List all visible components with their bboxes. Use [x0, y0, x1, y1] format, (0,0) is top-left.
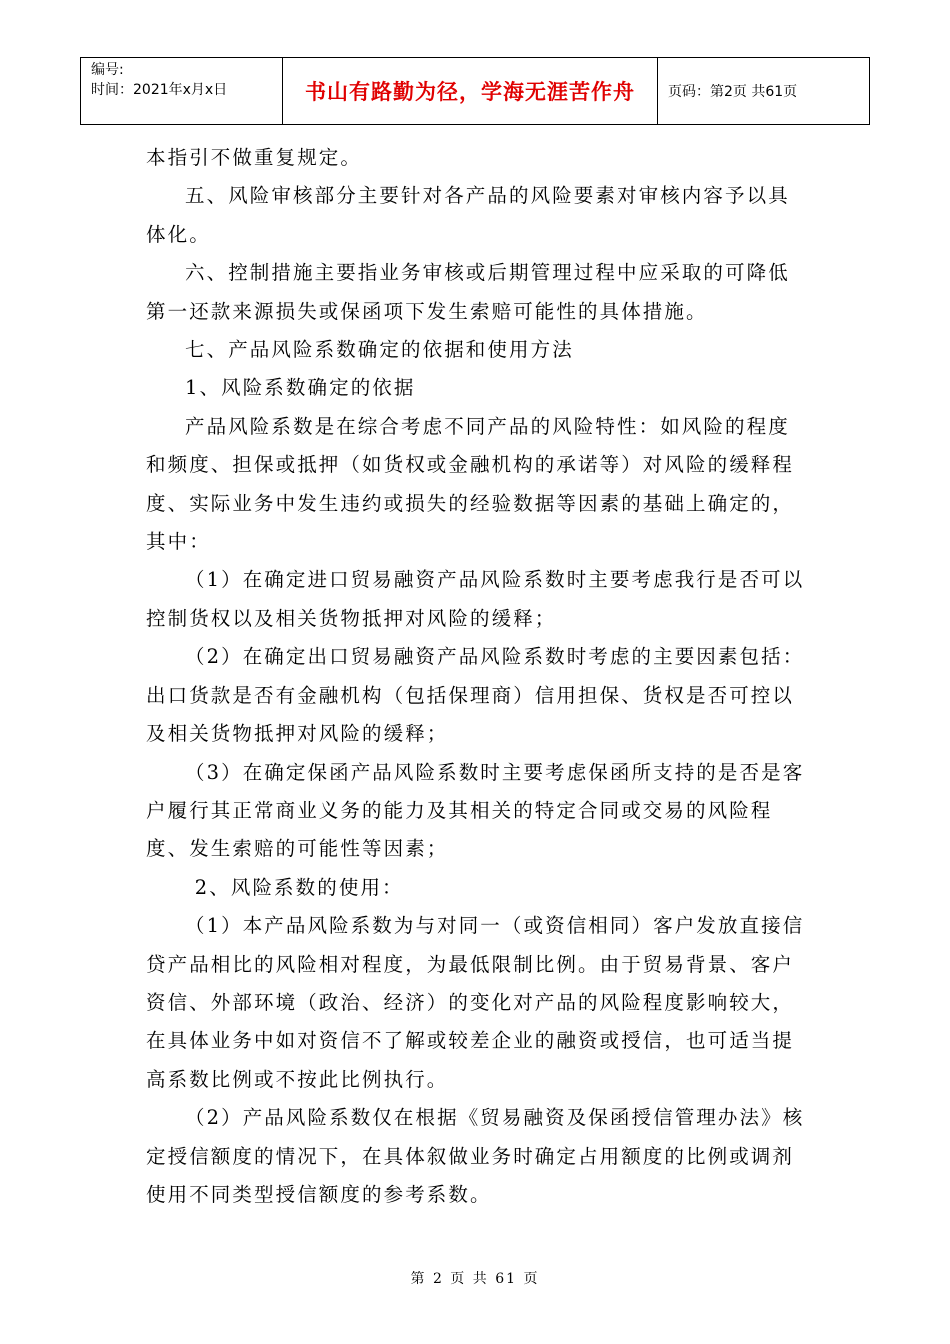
document-body: [146, 139, 811, 1214]
paragraph: 本指引不做重复规定。: [146, 146, 363, 169]
list-item: （2）在确定出口贸易融资产品风险系数时考虑的主要因素包括：出口货款是否有金融机构（包括保理商）信用担保、货权是否可控以及相关货物抵押对风险的缓释；: [146, 645, 805, 746]
document-number-label: 编号:: [91, 62, 124, 78]
list-item: （2）产品风险系数仅在根据《贸易融资及保函授信管理办法》核定授信额度的情况下，在具体叙做业务时确定占用额度的比例或调剂使用不同类型授信额度的参考系数。: [146, 1106, 805, 1206]
document-time-label: 时间：2021年x月x日: [91, 82, 228, 98]
header-meta-cell: [81, 58, 283, 124]
paragraph: 五、风险审核部分主要针对各产品的风险要素对审核内容予以具体化。: [146, 184, 790, 246]
header-page-info: 页码：第2页 共61页: [668, 84, 798, 100]
page-footer: 第 2 页 共 61 页: [410, 1271, 540, 1287]
list-item: （3）在确定保函产品风险系数时主要考虑保函所支持的是否是客户履行其正常商业义务的能力及其相关的特定合同或交易的风险程度、发生索赔的可能性等因素；: [146, 760, 805, 861]
sub-heading: 1、风险系数确定的依据: [185, 376, 416, 400]
list-item: （1）在确定进口贸易融资产品风险系数时主要考虑我行是否可以控制货权以及相关货物抵押对风险的缓释；: [146, 568, 805, 630]
section-heading: 七、产品风险系数确定的依据和使用方法: [185, 338, 574, 362]
paragraph: 产品风险系数是在综合考虑不同产品的风险特性：如风险的程度和频度、担保或抵押（如货权或金融机构的承诺等）对风险的缓释程度、实际业务中发生违约或损失的经验数据等因素的基础上确定的，其中：: [146, 414, 795, 554]
list-item: （1）本产品风险系数为与对同一（或资信相同）客户发放直接信贷产品相比的风险相对程度，为最低限制比例。由于贸易背景、客户资信、外部环境（政治、经济）的变化对产品的风险程度影响较大，在具体业务中如对资信不了解或较差企业的融资或授信，也可适当提高系数比例或不按此比例执行。: [146, 914, 805, 1091]
header-table: [80, 57, 870, 125]
paragraph: 六、控制措施主要指业务审核或后期管理过程中应采取的可降低第一还款来源损失或保函项下发生索赔可能性的具体措施。: [146, 261, 790, 323]
sub-heading: 2、风险系数的使用：: [194, 875, 404, 899]
header-motto: 书山有路勤为径，学海无涯苦作舟: [283, 58, 658, 124]
